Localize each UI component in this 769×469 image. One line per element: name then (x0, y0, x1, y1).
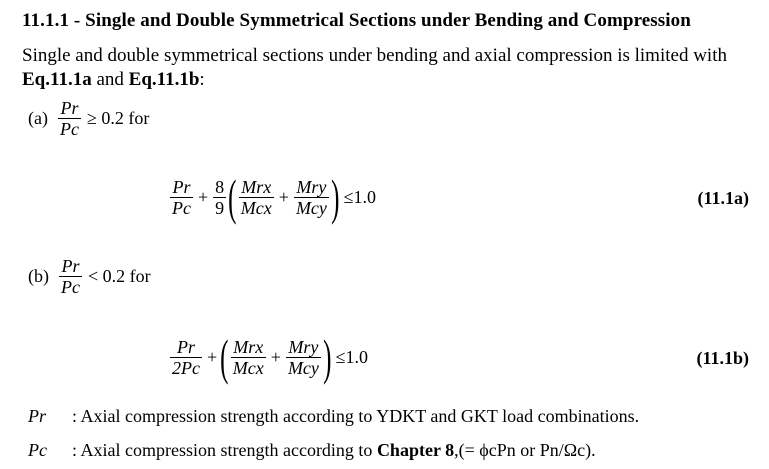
eq1b-mx-den: Mcx (232, 357, 264, 378)
eq1a-my-num: Mry (296, 176, 327, 197)
eq-ref-a: Eq.11.1a (22, 69, 92, 90)
intro-text: Single and double symmetrical sections under bending and axial compression is limited with (22, 45, 727, 66)
eq1a-p-num: Pr (172, 176, 191, 197)
eq1b-my-fraction (286, 337, 321, 378)
eq1b-number: (11.1b) (696, 348, 749, 368)
eq-ref-b: Eq.11.1b (128, 69, 200, 90)
equation-11-1a: $\frac{Pr}{Pc}$ + $\frac{8}{9}$ ( $\frac{\text{Mrx}}{\text{Mcx}}$ + $\frac{\text{Mry}}{\text{Mcy}}$ ) ≤1.0 (172, 169, 376, 225)
eq1a-coef-den: 9 (215, 197, 225, 218)
eq1a-coef-fraction (213, 177, 226, 218)
case-b-den: Pc (61, 277, 80, 297)
section-heading: 11.1.1 - Single and Double Symmetrical Sections under Bending and Compression (22, 10, 691, 31)
eq1b-mx-fraction (231, 337, 266, 378)
definition-pc-chapter: Chapter 8 (376, 440, 455, 460)
eq1a-mx-fraction (239, 177, 274, 218)
eq1a-p-den: Pc (172, 197, 191, 218)
case-b-num: Pr (61, 256, 80, 276)
definition-pr-text: : Axial compression strength according to YDKT and GKT load combinations. (72, 406, 640, 426)
definition-pc-text (72, 440, 596, 461)
eq1a-mx-den: Mcx (240, 197, 272, 218)
eq1b-p-den: 2Pc (172, 357, 200, 378)
eq1b-my-den: Mcy (287, 357, 319, 378)
eq1b-limit: ≤1.0 (335, 346, 368, 367)
definition-pc-text-after: ,(= ϕcPn or Pn/Ωc). (454, 440, 596, 460)
equation-11-1b: $\frac{Pr}{2Pc}$ + ( $\frac{\text{Mrx}}{\text{Mcx}}$ + $\frac{\text{Mry}}{\text{Mcy}}$ ) ≤1.0 (172, 329, 368, 385)
eq1a-number: (11.1a) (697, 188, 749, 208)
definition-pc-text-before: : Axial compression strength according to (72, 440, 377, 460)
definition-pr (28, 406, 639, 427)
eq1a-my-den: Mcy (295, 197, 327, 218)
eq1a-mx-num: Mrx (241, 176, 272, 197)
case-a-fraction (58, 98, 81, 139)
case-a-condition: ≥ 0.2 for (86, 108, 150, 128)
intro-and: and (91, 69, 129, 90)
eq1a-limit: ≤1.0 (343, 186, 376, 207)
case-a-num: Pr (60, 98, 79, 118)
eq1a-my-fraction (294, 177, 329, 218)
case-b-condition: < 0.2 for (87, 266, 151, 286)
case-a-label: (a) (28, 108, 48, 128)
intro-colon: : (199, 69, 205, 90)
eq1b-p-fraction (170, 337, 202, 378)
case-a-den: Pc (59, 119, 79, 139)
eq1b-p-num: Pr (176, 336, 195, 357)
definition-pc-symbol: Pc (28, 440, 47, 460)
eq1a-coef-num: 8 (215, 176, 225, 197)
eq1a-p-fraction (170, 177, 193, 218)
intro-paragraph (22, 44, 757, 92)
eq1b-mx-num: Mrx (233, 336, 264, 357)
definition-pr-symbol: Pr (28, 406, 46, 426)
definition-pc (28, 440, 596, 461)
case-b-label: (b) (28, 266, 49, 286)
eq1b-my-num: Mry (288, 336, 319, 357)
case-b-fraction (59, 256, 82, 297)
case-b (28, 256, 151, 297)
case-a (28, 98, 149, 139)
